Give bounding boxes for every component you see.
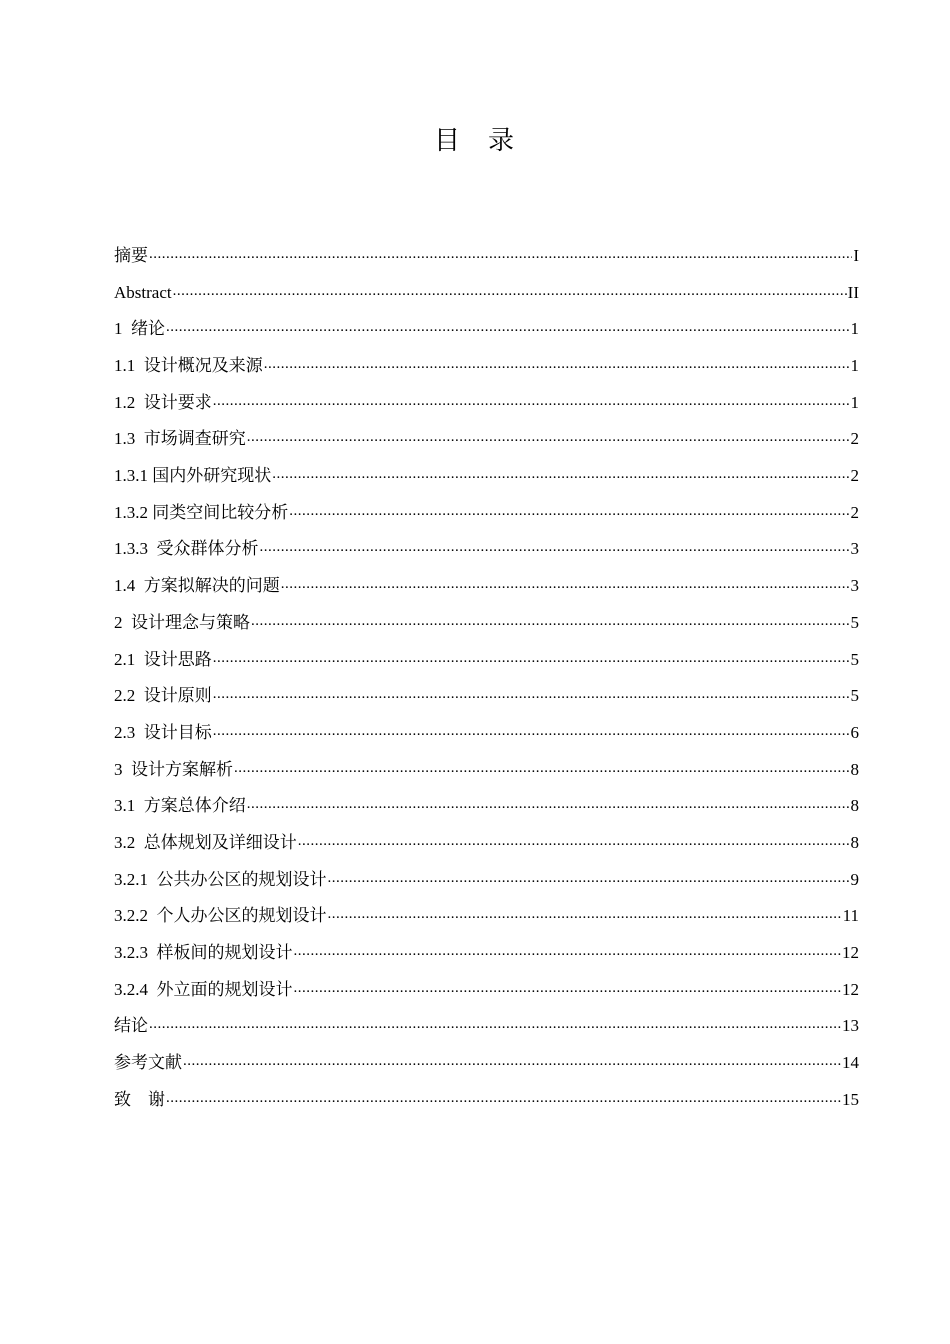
toc-entry[interactable] xyxy=(114,715,859,752)
toc-entry[interactable] xyxy=(114,568,859,605)
toc-entry-leader-dots xyxy=(183,1043,841,1080)
toc-entry[interactable] xyxy=(114,1082,859,1119)
toc-title-char-1: 目 xyxy=(433,126,462,156)
toc-entry[interactable] xyxy=(114,752,859,789)
toc-entry-page-number: 2 xyxy=(850,502,859,522)
toc-entry[interactable] xyxy=(114,1008,859,1045)
toc-entry-label: 3.1 方案总体介绍 xyxy=(114,796,246,816)
toc-entry-label: 3 设计方案解析 xyxy=(114,759,233,779)
toc-entry-label: 3.2.2 个人办公区的规划设计 xyxy=(114,906,327,926)
toc-entry-label: 致 谢 xyxy=(114,1089,165,1109)
toc-entry-leader-dots xyxy=(234,750,850,787)
toc-entry-leader-dots xyxy=(260,529,850,566)
toc-entry[interactable] xyxy=(114,605,859,642)
toc-entry-label: 1.2 设计要求 xyxy=(114,392,212,412)
toc-entry[interactable] xyxy=(114,238,859,275)
toc-entry-leader-dots xyxy=(213,640,850,677)
toc-entry-leader-dots xyxy=(166,1080,841,1117)
toc-entry[interactable] xyxy=(114,678,859,715)
toc-entry-leader-dots xyxy=(328,896,842,933)
toc-entry-page-number: 5 xyxy=(850,686,859,706)
toc-entry[interactable] xyxy=(114,458,859,495)
toc-entry-leader-dots xyxy=(213,676,850,713)
toc-entry[interactable] xyxy=(114,385,859,422)
toc-entry[interactable] xyxy=(114,642,859,679)
toc-entry[interactable] xyxy=(114,935,859,972)
toc-title-char-2: 录 xyxy=(488,126,517,156)
toc-entry-page-number: 12 xyxy=(842,979,859,999)
toc-entry-page-number: 1 xyxy=(850,356,859,376)
toc-entry-leader-dots xyxy=(294,933,842,970)
toc-entry-page-number: I xyxy=(853,245,859,265)
toc-entry-leader-dots xyxy=(213,713,850,750)
toc-entry[interactable] xyxy=(114,825,859,862)
toc-title xyxy=(0,120,950,157)
toc-entry-page-number: 2 xyxy=(850,466,859,486)
toc-entry[interactable] xyxy=(114,495,859,532)
toc-entry[interactable] xyxy=(114,311,859,348)
toc-entry-leader-dots xyxy=(166,309,850,346)
toc-entry-page-number: 8 xyxy=(850,796,859,816)
toc-entry-label: 2 设计理念与策略 xyxy=(114,612,250,632)
toc-entry-leader-dots xyxy=(272,456,849,493)
toc-entry-page-number: 2 xyxy=(850,429,859,449)
toc-entry-label: 2.3 设计目标 xyxy=(114,722,212,742)
toc-entry-leader-dots xyxy=(264,346,850,383)
toc-entry[interactable] xyxy=(114,972,859,1009)
toc-entry-page-number: 8 xyxy=(850,832,859,852)
toc-entry-page-number: 1 xyxy=(850,392,859,412)
toc-entry-leader-dots xyxy=(149,1006,841,1043)
toc-entry[interactable] xyxy=(114,898,859,935)
toc-entry-label: 参考文献 xyxy=(114,1053,182,1073)
toc-entry-leader-dots xyxy=(247,419,850,456)
toc-entry-page-number: 9 xyxy=(850,869,859,889)
toc-entry-label: 1.4 方案拟解决的问题 xyxy=(114,576,280,596)
toc-entry-leader-dots xyxy=(251,603,850,640)
toc-entry[interactable] xyxy=(114,348,859,385)
toc-entry-page-number: 5 xyxy=(850,649,859,669)
toc-entry-leader-dots xyxy=(328,860,850,897)
toc-entry-label: 3.2.4 外立面的规划设计 xyxy=(114,979,293,999)
toc-entry-label: 3.2.1 公共办公区的规划设计 xyxy=(114,869,327,889)
toc-entry[interactable] xyxy=(114,532,859,569)
toc-entry-leader-dots xyxy=(289,493,849,530)
toc-entry-label: 1.3.2 同类空间比较分析 xyxy=(114,502,289,522)
toc-entry-label: 1.3.1 国内外研究现状 xyxy=(114,466,272,486)
toc-entry-label: 2.1 设计思路 xyxy=(114,649,212,669)
toc-entry-label: 2.2 设计原则 xyxy=(114,686,212,706)
toc-entry-label: 1 绪论 xyxy=(114,319,165,339)
toc-entry-page-number: 1 xyxy=(850,319,859,339)
toc-entry-page-number: 11 xyxy=(842,906,859,926)
toc-entry-page-number: 15 xyxy=(842,1089,859,1109)
toc-list xyxy=(114,238,859,1119)
toc-entry-leader-dots xyxy=(173,273,847,310)
toc-entry-label: 3.2 总体规划及详细设计 xyxy=(114,832,297,852)
toc-entry-leader-dots xyxy=(294,970,842,1007)
toc-entry-label: Abstract xyxy=(114,282,172,302)
toc-entry-leader-dots xyxy=(213,383,850,420)
toc-entry-page-number: II xyxy=(847,282,859,302)
toc-entry-label: 1.1 设计概况及来源 xyxy=(114,356,263,376)
toc-entry-label: 3.2.3 样板间的规划设计 xyxy=(114,943,293,963)
toc-entry-page-number: 6 xyxy=(850,722,859,742)
toc-entry-leader-dots xyxy=(298,823,850,860)
toc-entry-leader-dots xyxy=(149,236,852,273)
toc-entry-page-number: 12 xyxy=(842,943,859,963)
toc-entry-page-number: 5 xyxy=(850,612,859,632)
toc-entry-label: 1.3.3 受众群体分析 xyxy=(114,539,259,559)
toc-entry-leader-dots xyxy=(281,566,850,603)
toc-entry[interactable] xyxy=(114,275,859,312)
toc-entry-page-number: 8 xyxy=(850,759,859,779)
toc-entry-page-number: 13 xyxy=(842,1016,859,1036)
toc-entry-label: 1.3 市场调查研究 xyxy=(114,429,246,449)
toc-entry-leader-dots xyxy=(247,786,850,823)
toc-entry-page-number: 3 xyxy=(850,539,859,559)
toc-entry[interactable] xyxy=(114,862,859,899)
toc-entry-label: 结论 xyxy=(114,1016,148,1036)
toc-entry-page-number: 3 xyxy=(850,576,859,596)
toc-entry[interactable] xyxy=(114,788,859,825)
toc-entry[interactable] xyxy=(114,421,859,458)
toc-entry-label: 摘要 xyxy=(114,245,148,265)
toc-entry-page-number: 14 xyxy=(842,1053,859,1073)
toc-entry[interactable] xyxy=(114,1045,859,1082)
